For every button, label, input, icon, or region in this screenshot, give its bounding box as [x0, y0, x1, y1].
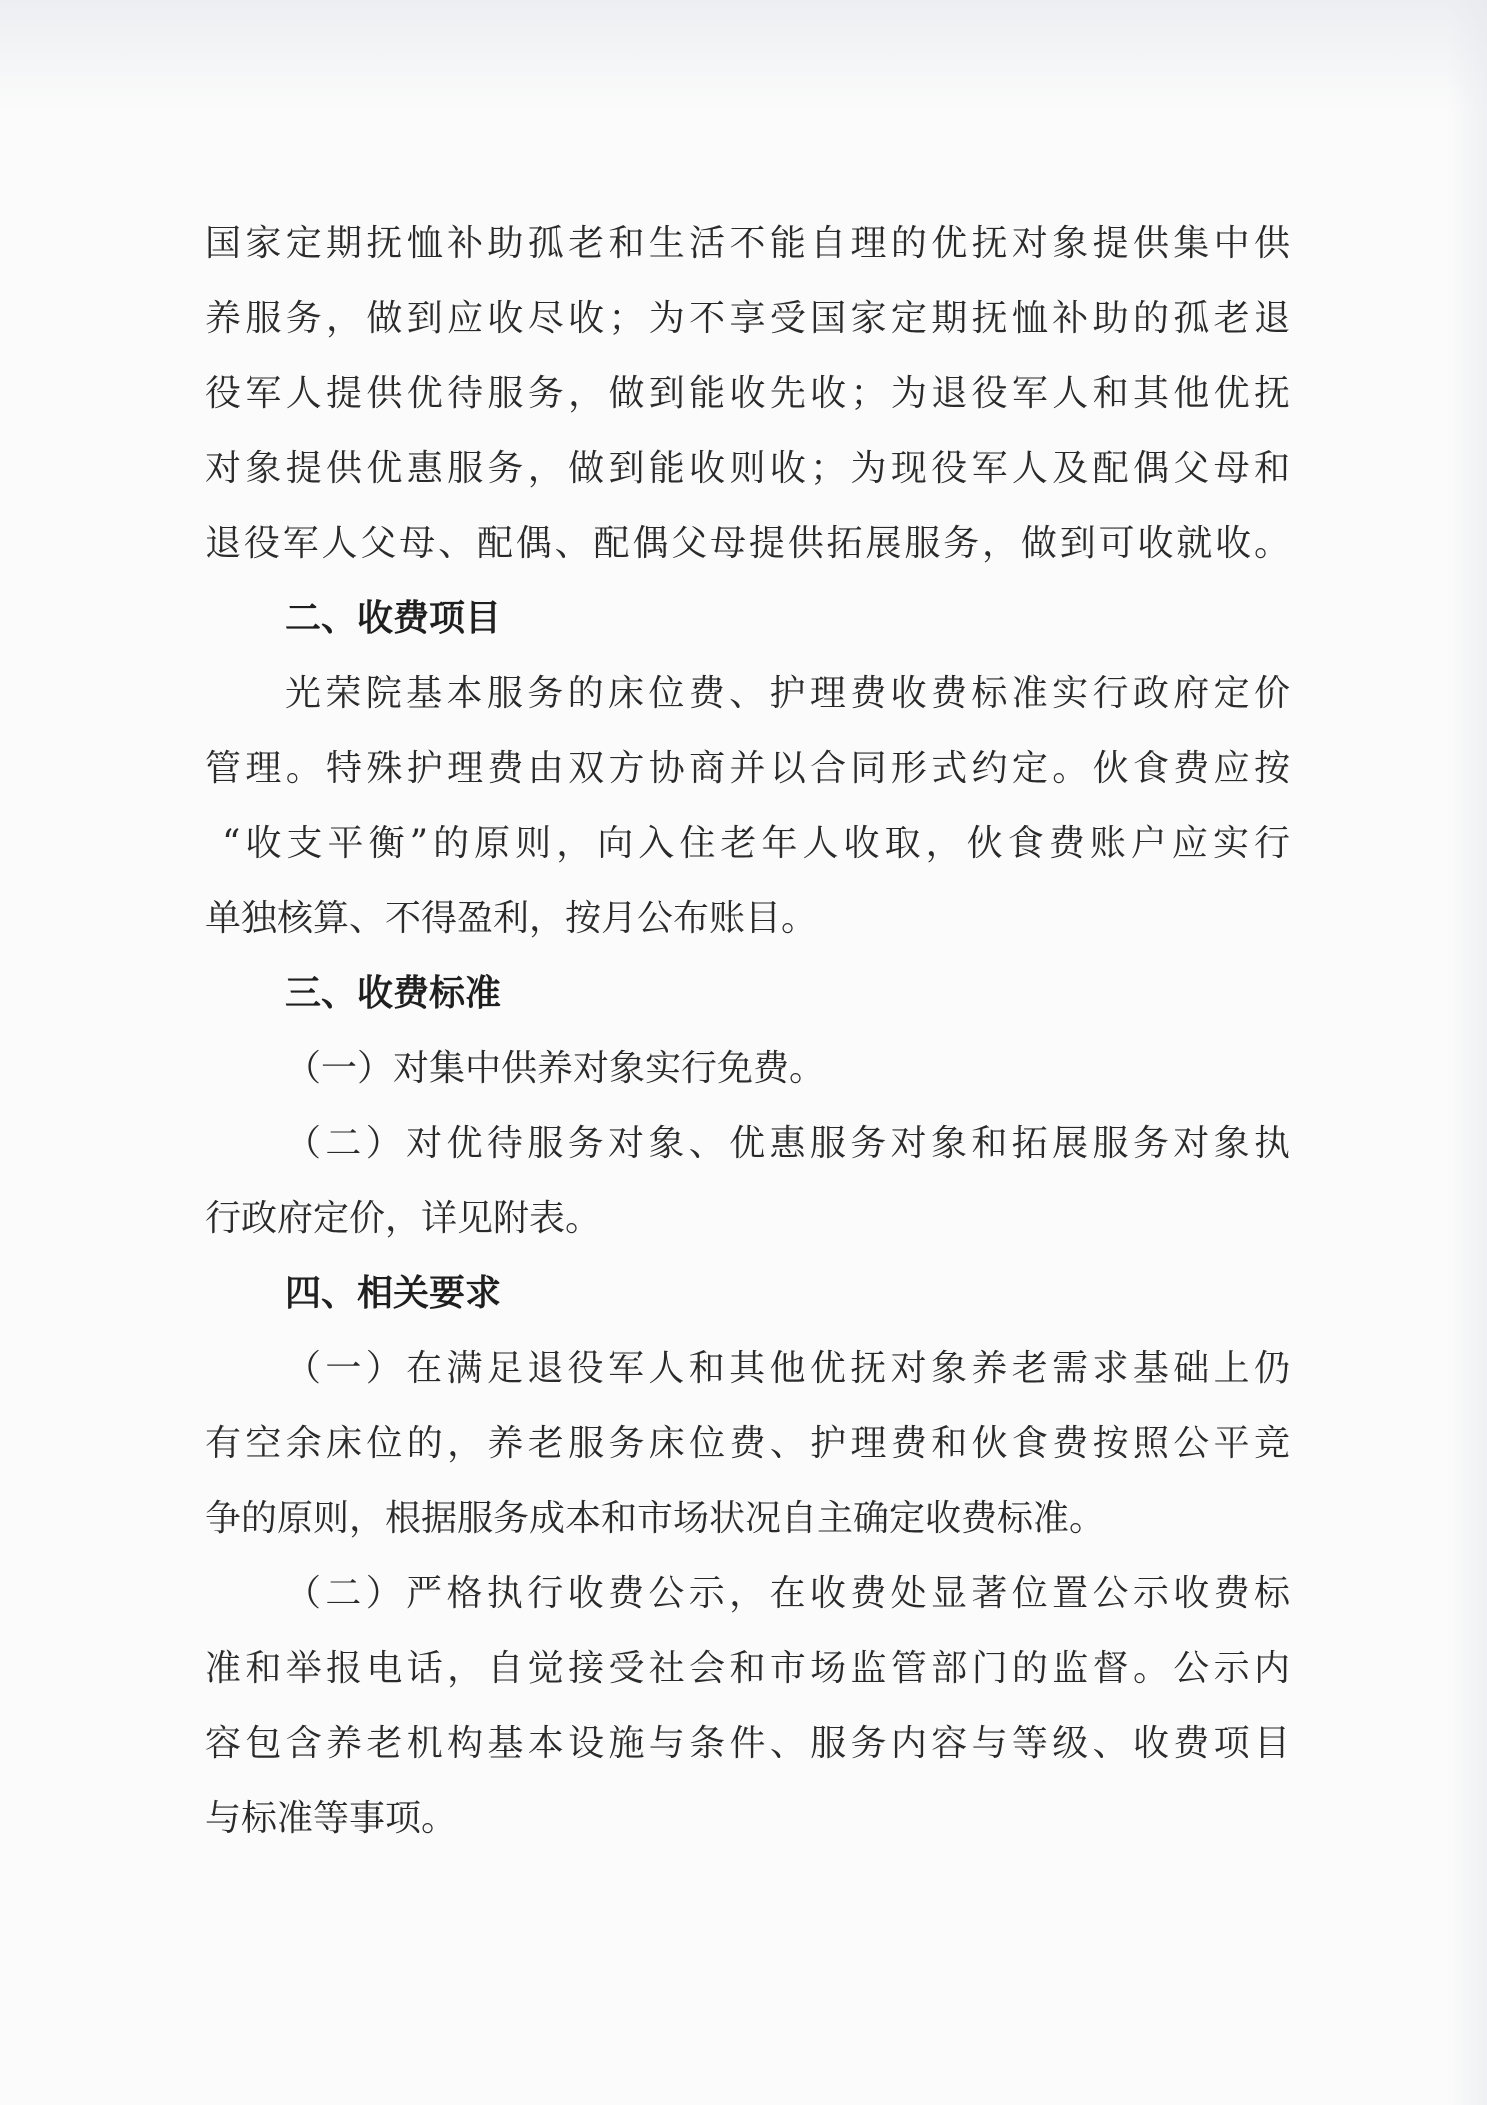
- scan-shading-right: [1447, 0, 1487, 2105]
- paragraph-line: 管理。特殊护理费由双方协商并以合同形式约定。伙食费应按: [205, 748, 1290, 789]
- paragraph-line: 容包含养老机构基本设施与条件、服务内容与等级、收费项目: [205, 1723, 1290, 1764]
- paragraph-line: “收支平衡”的原则，向入住老年人收取，伙食费账户应实行: [222, 823, 1290, 864]
- paragraph-line: 准和举报电话，自觉接受社会和市场监管部门的监督。公示内: [205, 1648, 1290, 1689]
- section-heading-fee-standards: 三、收费标准: [285, 973, 502, 1014]
- section-heading-requirements: 四、相关要求: [285, 1273, 502, 1314]
- section-heading-fee-items: 二、收费项目: [285, 598, 502, 639]
- paragraph-line: 争的原则，根据服务成本和市场状况自主确定收费标准。: [205, 1498, 1106, 1539]
- paragraph-line: 对象提供优惠服务，做到能收则收；为现役军人及配偶父母和: [205, 448, 1290, 489]
- paragraph-line: 有空余床位的，养老服务床位费、护理费和伙食费按照公平竞: [205, 1423, 1290, 1464]
- paragraph-line: 与标准等事项。: [205, 1798, 458, 1839]
- paragraph-line: （一）对集中供养对象实行免费。: [285, 1048, 826, 1089]
- paragraph-line: 养服务，做到应收尽收；为不享受国家定期抚恤补助的孤老退: [205, 298, 1290, 339]
- paragraph-line: （二）严格执行收费公示，在收费处显著位置公示收费标: [285, 1573, 1290, 1614]
- paragraph-line: 光荣院基本服务的床位费、护理费收费标准实行政府定价: [285, 673, 1290, 714]
- paragraph-line: 单独核算、不得盈利，按月公布账目。: [205, 898, 818, 939]
- paragraph-line: 役军人提供优待服务，做到能收先收；为退役军人和其他优抚: [205, 373, 1290, 414]
- paragraph-line: 退役军人父母、配偶、配偶父母提供拓展服务，做到可收就收。: [205, 523, 1290, 564]
- paragraph-line: （二）对优待服务对象、优惠服务对象和拓展服务对象执: [285, 1123, 1290, 1164]
- paragraph-line: 行政府定价，详见附表。: [205, 1198, 602, 1239]
- paragraph-line: 国家定期抚恤补助孤老和生活不能自理的优抚对象提供集中供: [205, 223, 1290, 264]
- scan-shading-top: [0, 0, 1487, 110]
- paragraph-line: （一）在满足退役军人和其他优抚对象养老需求基础上仍: [285, 1348, 1290, 1389]
